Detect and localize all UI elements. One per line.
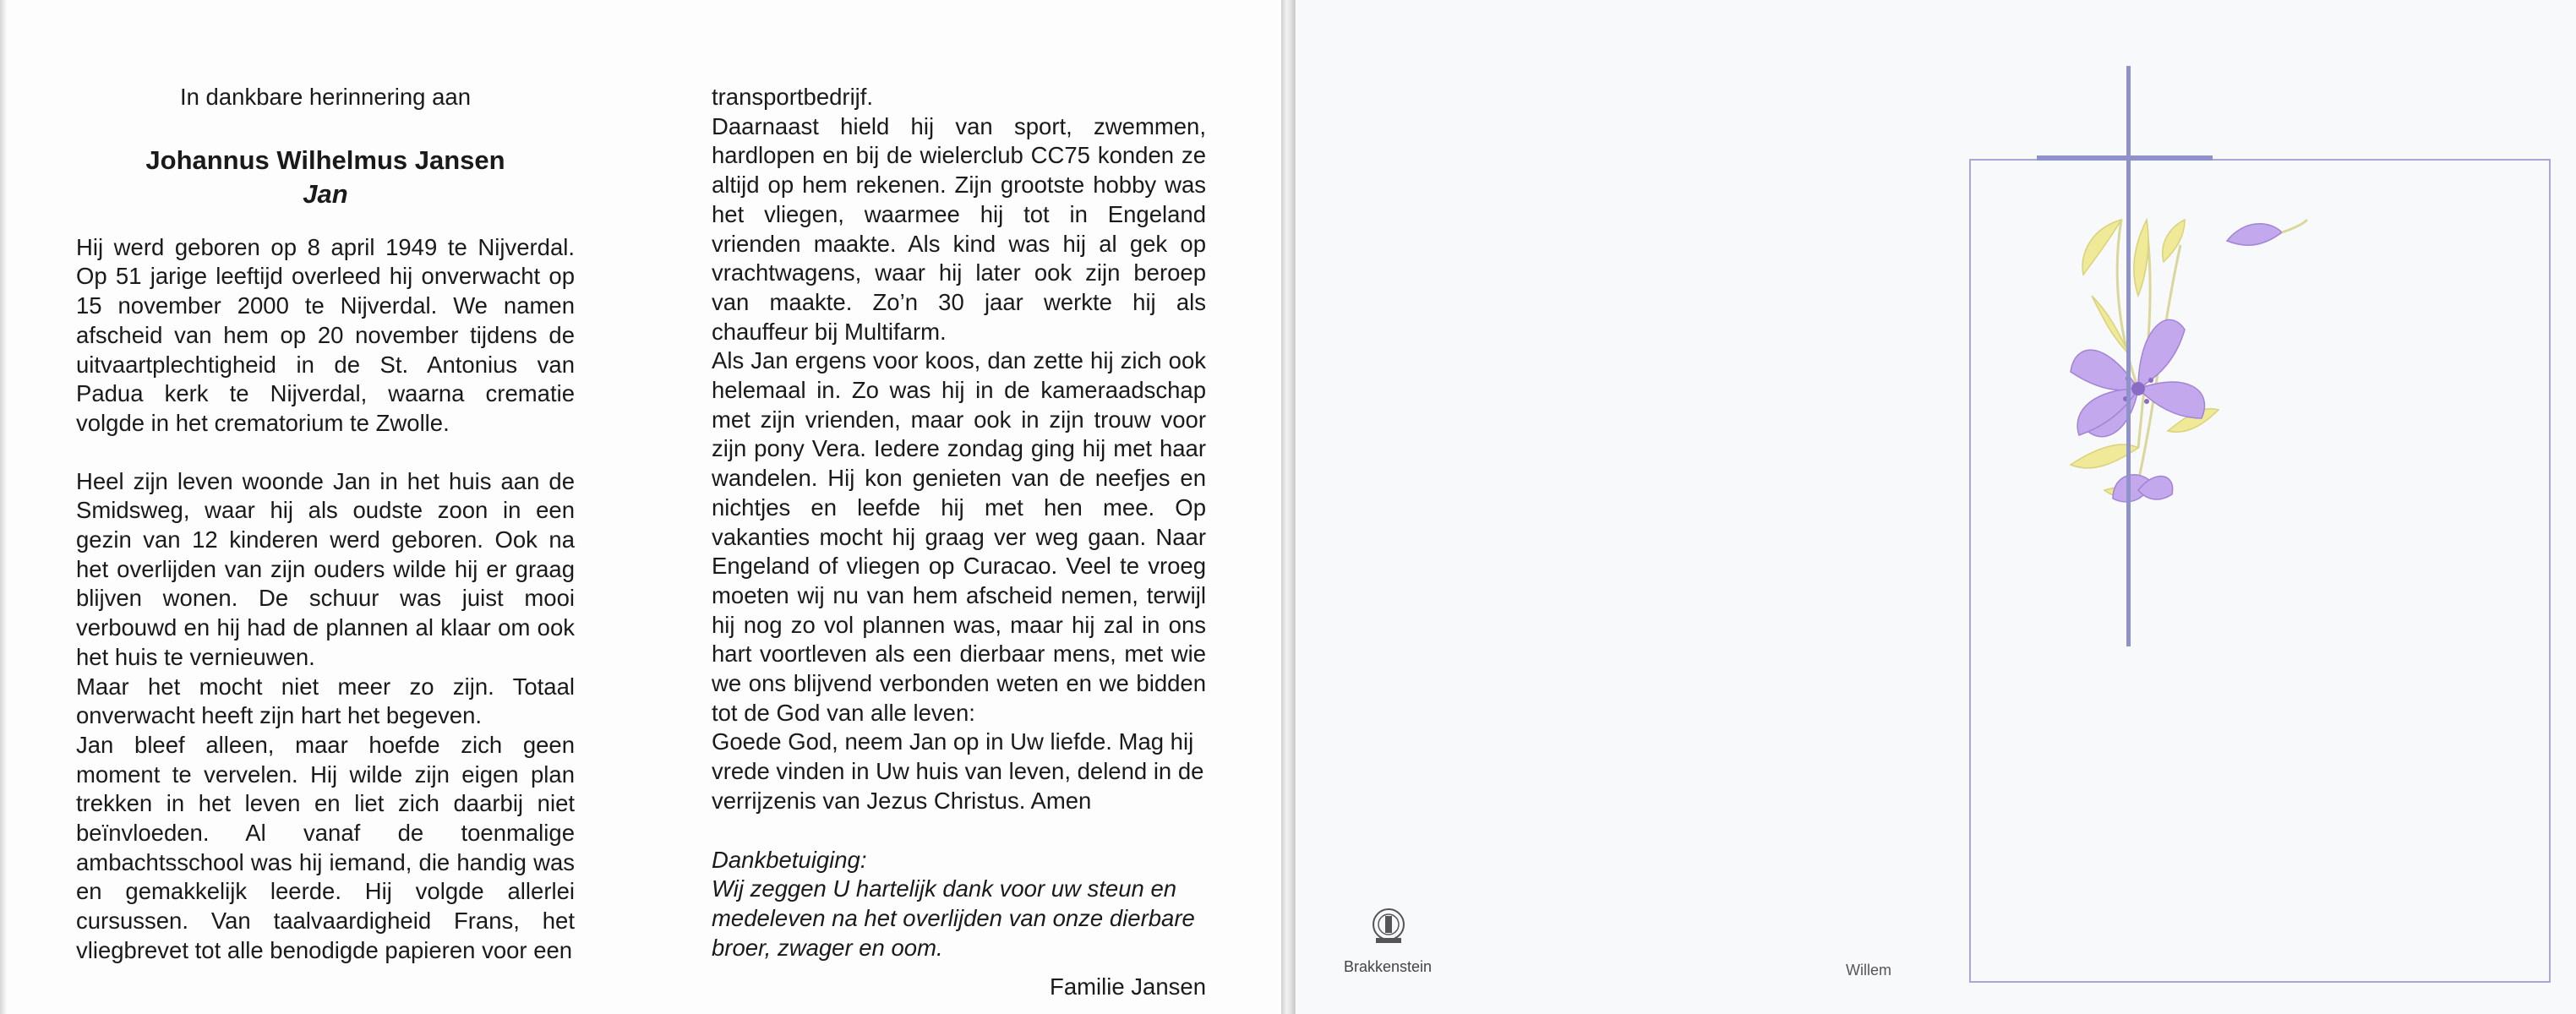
biography-paragraph: Hij werd geboren op 8 april 1949 te Nijverdal. Op 51 jarige leeftijd overleed hij onverwacht op 15 november 2000 te Nijverdal. We namen afscheid van hem op 20 november tijdens de uitvaartplechtigheid in de St. Antonius van Padua kerk te Nijverdal, waarna crematie volgde in het crematorium te Zwolle. xyxy=(76,233,575,436)
biography-paragraph: Daarnaast hield hij van sport, zwemmen, hardlopen en bij de wielerclub CC75 konden ze altijd op hem rekenen. Zijn grootste hobby was het vliegen, waarmee hij tot in Engeland vrienden maakte. Als kind was hij al gek op vrachtwagens, waar hij later ook zijn beroep van maakte. Zo’n 30 jaar werkte hij als chauffeur bij Multifarm. xyxy=(712,112,1206,345)
publisher-name: Brakkenstein xyxy=(1344,958,1433,975)
flower-illustration xyxy=(2011,194,2366,592)
deceased-nickname: Jan xyxy=(303,178,348,209)
printer-name: Willem xyxy=(1846,962,1891,979)
deceased-name: Johannus Wilhelmus Jansen xyxy=(145,144,505,175)
card-fold xyxy=(1281,0,1295,1014)
family-signature: Familie Jansen xyxy=(1050,973,1206,1000)
text-column-1 xyxy=(76,0,575,966)
left-page xyxy=(0,0,1282,1014)
biography-paragraph: Jan bleef alleen, maar hoefde zich geen moment te vervelen. Hij wilde zijn eigen plan trekken in het leven en liet zich daarbij niet beïnvloeden. Al vanaf de toenmalige ambachtsschool was hij iemand, die handig was en gemakkelijk leerde. Hij volgde allerlei cursussen. Van taalvaardigheid Frans, het vliegbrevet tot alle benodigde papieren voor een xyxy=(76,731,575,963)
thanks-text: Wij zeggen U hartelijk dank voor uw steun en medeleven na het overlijden van onze dierbare broer, zwager en oom. xyxy=(712,875,1195,961)
biography-paragraph: Als Jan ergens voor koos, dan zette hij zich ook helemaal in. Zo was hij in de kameraadschap met zijn vrienden, maar ook in zijn trouw voor zijn pony Vera. Iedere zondag ging hij met haar wandelen. Hij kon genieten van de neefjes en nichtjes en leefde hij met hen mee. Op vakanties mocht hij graag ver weg gaan. Naar Engeland of vliegen op Curacao. Veel te vroeg moeten wij nu van hem afscheid nemen, terwijl hij nog zo vol plannen was, maar hij zal in ons hart voortleven als een dierbaar mens, met wie we ons blijvend verbonden weten en we bidden tot de God van alle leven: xyxy=(712,347,1206,726)
prayer-text: Goede God, neem Jan op in Uw liefde. Mag hij vrede vinden in Uw huis van leven, delend in de verrijzenis van Jezus Christus. Amen xyxy=(712,728,1204,814)
biography-paragraph: Maar het mocht niet meer zo zijn. Totaal onverwacht heeft zijn hart het begeven. xyxy=(76,673,575,729)
biography-paragraph: transportbedrijf. xyxy=(712,84,874,110)
publisher-logo xyxy=(1369,906,1408,948)
thanks-heading: Dankbetuiging: xyxy=(712,846,867,873)
intro-line: In dankbare herinnering aan xyxy=(179,84,471,110)
text-column-2 xyxy=(712,0,1206,1002)
cross-horizontal-bar xyxy=(2037,155,2213,161)
cross-vertical-bar xyxy=(2126,66,2131,646)
biography-paragraph: Heel zijn leven woonde Jan in het huis aan de Smidsweg, waar hij als oudste zoon in een gezin van 12 kinderen werd geboren. Ook na het overlijden van zijn ouders wilde hij er graag blijven wonen. De schuur was juist mooi verbouwd en hij had de plannen al klaar om ook het huis te vernieuwen. xyxy=(76,467,575,670)
